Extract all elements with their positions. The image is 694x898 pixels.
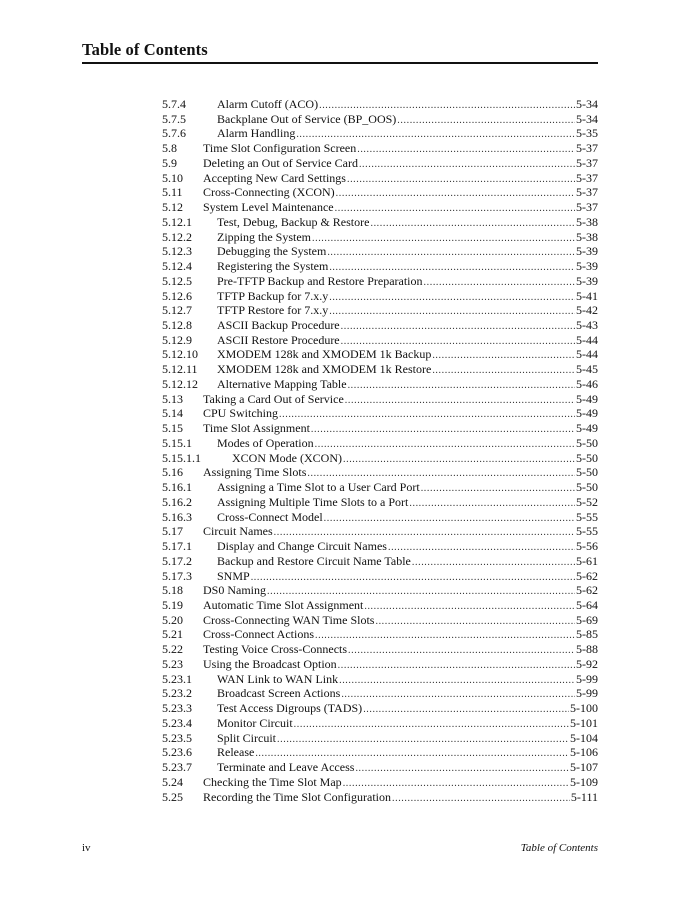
toc-entry-page: 5-92	[576, 656, 598, 671]
toc-entry[interactable]	[162, 406, 598, 421]
toc-entry-title: Modes of Operation	[217, 435, 314, 450]
toc-entry[interactable]	[162, 524, 598, 539]
toc-entry-title: Time Slot Assignment	[203, 421, 310, 436]
footer-page-number: iv	[82, 842, 91, 854]
toc-entry[interactable]	[162, 318, 598, 333]
toc-entry[interactable]	[162, 156, 598, 171]
toc-entry-page: 5-50	[576, 480, 598, 495]
toc-entry-page: 5-88	[576, 642, 598, 657]
toc-entry-number: 5.10	[162, 170, 183, 185]
toc-entry-number: 5.22	[162, 642, 183, 657]
toc-entry-title: XMODEM 128k and XMODEM 1k Restore	[217, 362, 432, 377]
toc-entry-title: Time Slot Configuration Screen	[203, 141, 357, 156]
toc-entry-title: WAN Link to WAN Link	[217, 671, 339, 686]
toc-entry-title: Broadcast Screen Actions	[217, 686, 341, 701]
toc-entry-number: 5.23.7	[162, 760, 192, 775]
toc-entry-number: 5.8	[162, 141, 177, 156]
toc-entry-title: Circuit Names	[203, 524, 273, 539]
toc-entry-page: 5-49	[576, 406, 598, 421]
toc-entry[interactable]	[162, 171, 598, 186]
toc-entry-number: 5.23.1	[162, 671, 192, 686]
toc-entry-number: 5.17	[162, 524, 183, 539]
toc-entry-title: XMODEM 128k and XMODEM 1k Backup	[217, 347, 432, 362]
toc-entry-page: 5-39	[576, 273, 598, 288]
toc-entry-number: 5.13	[162, 391, 183, 406]
toc-entry[interactable]	[162, 613, 598, 628]
toc-entry-number: 5.12.5	[162, 273, 192, 288]
page-header	[82, 40, 598, 62]
toc-entry[interactable]	[162, 716, 598, 731]
toc-entry[interactable]	[162, 421, 598, 436]
toc-entry-page: 5-38	[576, 214, 598, 229]
toc-entry-number: 5.17.1	[162, 539, 192, 554]
toc-entry-page: 5-52	[576, 494, 598, 509]
toc-entry-number: 5.23.6	[162, 745, 192, 760]
toc-entry-title: Backplane Out of Service (BP_OOS)	[217, 111, 397, 126]
toc-entry-title: Cross-Connect Actions	[203, 627, 314, 642]
toc-entry-page: 5-109	[570, 774, 598, 789]
toc-entry-title: Assigning a Time Slot to a User Card Port	[217, 480, 420, 495]
toc-entry-title: ASCII Restore Procedure	[217, 332, 340, 347]
toc-entry-title: CPU Switching	[203, 406, 279, 421]
toc-entry-page: 5-85	[576, 627, 598, 642]
toc-entry-page: 5-50	[576, 465, 598, 480]
toc-entry-page: 5-44	[576, 347, 598, 362]
toc-entry[interactable]	[162, 392, 598, 407]
toc-entry[interactable]	[162, 701, 598, 716]
toc-entry-number: 5.21	[162, 627, 183, 642]
toc-entry-number: 5.14	[162, 406, 183, 421]
toc-entry-page: 5-107	[570, 760, 598, 775]
toc-entry[interactable]	[162, 436, 598, 451]
toc-entry[interactable]	[162, 112, 598, 127]
toc-entry-title: Zipping the System	[217, 229, 311, 244]
toc-entry[interactable]	[162, 775, 598, 790]
toc-entry-title: Monitor Circuit	[217, 715, 293, 730]
toc-entry-title: SNMP	[217, 568, 250, 583]
toc-entry-number: 5.12.6	[162, 288, 192, 303]
toc-entry-title: Alternative Mapping Table	[217, 376, 347, 391]
toc-entry-title: Test, Debug, Backup & Restore	[217, 214, 370, 229]
toc-entry[interactable]	[162, 333, 598, 348]
toc-entry-title: Recording the Time Slot Configuration	[203, 789, 391, 804]
toc-entry-title: XCON Mode (XCON)	[232, 450, 342, 465]
toc-entry[interactable]	[162, 672, 598, 687]
toc-entry-number: 5.15.1	[162, 435, 192, 450]
toc-entry-page: 5-69	[576, 612, 598, 627]
toc-entry[interactable]	[162, 790, 598, 805]
toc-entry[interactable]	[162, 289, 598, 304]
toc-entry[interactable]	[162, 569, 598, 584]
toc-entry[interactable]	[162, 642, 598, 657]
toc-entry[interactable]	[162, 97, 598, 112]
toc-entry[interactable]	[162, 230, 598, 245]
toc-entry[interactable]	[162, 185, 598, 200]
toc-entry-page: 5-38	[576, 229, 598, 244]
toc-entry-number: 5.19	[162, 597, 183, 612]
toc-entry-title: TFTP Backup for 7.x.y	[217, 288, 329, 303]
toc-entry-page: 5-34	[576, 111, 598, 126]
header-divider	[82, 62, 598, 64]
toc-entry-number: 5.23.4	[162, 715, 192, 730]
toc-entry-number: 5.7.6	[162, 126, 186, 141]
toc-list	[162, 97, 598, 804]
toc-entry-page: 5-50	[576, 435, 598, 450]
toc-entry[interactable]	[162, 274, 598, 289]
toc-entry-number: 5.12.12	[162, 376, 198, 391]
toc-entry-number: 5.17.2	[162, 553, 192, 568]
toc-entry-page: 5-111	[570, 789, 598, 804]
toc-entry-page: 5-104	[570, 730, 598, 745]
toc-entry-page: 5-99	[576, 671, 598, 686]
toc-entry[interactable]	[162, 627, 598, 642]
toc-entry-title: Accepting New Card Settings	[203, 170, 346, 185]
toc-entry[interactable]	[162, 259, 598, 274]
toc-entry[interactable]	[162, 480, 598, 495]
toc-entry-page: 5-62	[576, 568, 598, 583]
toc-entry[interactable]	[162, 215, 598, 230]
toc-entry[interactable]	[162, 347, 598, 362]
toc-entry-page: 5-43	[576, 318, 598, 333]
toc-entry-title: TFTP Restore for 7.x.y	[217, 303, 329, 318]
toc-entry-number: 5.7.5	[162, 111, 186, 126]
toc-entry-page: 5-35	[576, 126, 598, 141]
toc-entry-number: 5.12	[162, 200, 183, 215]
toc-entry-number: 5.12.8	[162, 318, 192, 333]
toc-entry-title: Alarm Cutoff (ACO)	[217, 97, 319, 111]
toc-entry-page: 5-55	[576, 524, 598, 539]
toc-entry-page: 5-39	[576, 259, 598, 274]
toc-entry-page: 5-61	[576, 553, 598, 568]
toc-entry-number: 5.9	[162, 155, 177, 170]
toc-entry-number: 5.23.5	[162, 730, 192, 745]
toc-entry-page: 5-62	[576, 583, 598, 598]
toc-entry-number: 5.15.1.1	[162, 450, 201, 465]
toc-entry[interactable]	[162, 495, 598, 510]
toc-entry-page: 5-39	[576, 244, 598, 259]
toc-entry-page: 5-56	[576, 539, 598, 554]
toc-entry[interactable]	[162, 686, 598, 701]
toc-entry-title: Cross-Connecting WAN Time Slots	[203, 612, 375, 627]
toc-entry-page: 5-49	[576, 421, 598, 436]
toc-entry[interactable]	[162, 141, 598, 156]
toc-entry-title: Terminate and Leave Access	[217, 760, 355, 775]
toc-entry-title: Registering the System	[217, 259, 329, 274]
toc-entry-number: 5.11	[162, 185, 183, 200]
toc-entry-number: 5.23	[162, 656, 183, 671]
toc-entry-number: 5.12.1	[162, 214, 192, 229]
toc-entry[interactable]	[162, 126, 598, 141]
toc-entry[interactable]	[162, 303, 598, 318]
toc-entry-page: 5-37	[576, 141, 598, 156]
footer-section-title: Table of Contents	[520, 842, 598, 854]
toc-entry-number: 5.12.4	[162, 259, 192, 274]
toc-entry[interactable]	[162, 362, 598, 377]
toc-entry-title: Pre-TFTP Backup and Restore Preparation	[217, 273, 423, 288]
toc-entry-number: 5.17.3	[162, 568, 192, 583]
toc-entry-page: 5-42	[576, 303, 598, 318]
toc-entry-title: System Level Maintenance	[203, 200, 334, 215]
toc-entry-title: Alarm Handling	[217, 126, 296, 141]
toc-entry-title: Using the Broadcast Option	[203, 656, 337, 671]
toc-entry[interactable]	[162, 657, 598, 672]
toc-entry-number: 5.12.2	[162, 229, 192, 244]
toc-entry-title: Deleting an Out of Service Card	[203, 155, 358, 170]
toc-entry-page: 5-49	[576, 391, 598, 406]
toc-entry-number: 5.12.7	[162, 303, 192, 318]
toc-entry-title: Assigning Multiple Time Slots to a Port	[217, 494, 409, 509]
toc-entry-number: 5.16	[162, 465, 183, 480]
toc-entry[interactable]	[162, 598, 598, 613]
toc-entry-number: 5.12.10	[162, 347, 198, 362]
toc-entry[interactable]	[162, 465, 598, 480]
toc-entry-page: 5-106	[570, 745, 598, 760]
toc-entry-number: 5.12.9	[162, 332, 192, 347]
toc-entry-number: 5.12.11	[162, 362, 198, 377]
toc-entry[interactable]	[162, 745, 598, 760]
toc-entry-page: 5-46	[576, 376, 598, 391]
toc-entry-title: Testing Voice Cross-Connects	[203, 642, 348, 657]
toc-entry-page: 5-45	[576, 362, 598, 377]
toc-entry-page: 5-37	[576, 200, 598, 215]
toc-entry-page: 5-100	[570, 701, 598, 716]
toc-entry-page: 5-64	[576, 597, 598, 612]
toc-entry-title: Taking a Card Out of Service	[203, 391, 344, 406]
page-footer	[82, 841, 598, 855]
toc-entry-number: 5.20	[162, 612, 183, 627]
toc-dot-leader	[392, 792, 570, 807]
toc-entry-title: Cross-Connecting (XCON)	[203, 185, 335, 200]
toc-entry-number: 5.18	[162, 583, 183, 598]
toc-entry[interactable]	[162, 451, 598, 466]
toc-entry-page: 5-37	[576, 185, 598, 200]
toc-entry-title: DS0 Naming	[203, 583, 266, 598]
toc-entry-title: Checking the Time Slot Map	[203, 774, 342, 789]
toc-entry-page: 5-44	[576, 332, 598, 347]
toc-entry-page: 5-55	[576, 509, 598, 524]
toc-entry-number: 5.24	[162, 774, 183, 789]
toc-entry-title: Test Access Digroups (TADS)	[217, 701, 363, 716]
page-title: Table of Contents	[82, 40, 208, 59]
toc-entry-title: Release	[217, 745, 255, 760]
toc-entry-page: 5-37	[576, 170, 598, 185]
toc-entry[interactable]	[162, 244, 598, 259]
toc-entry-number: 5.23.2	[162, 686, 192, 701]
toc-entry-number: 5.12.3	[162, 244, 192, 259]
toc-entry-number: 5.23.3	[162, 701, 192, 716]
toc-entry-page: 5-50	[576, 450, 598, 465]
toc-entry-page: 5-41	[576, 288, 598, 303]
toc-entry-title: Backup and Restore Circuit Name Table	[217, 553, 411, 568]
toc-entry-number: 5.15	[162, 421, 183, 436]
toc-entry-title: Debugging the System	[217, 244, 327, 259]
toc-entry[interactable]	[162, 760, 598, 775]
toc-entry-title: Cross-Connect Model	[217, 509, 323, 524]
toc-entry-number: 5.16.2	[162, 494, 192, 509]
toc-entry[interactable]	[162, 731, 598, 746]
toc-entry-number: 5.7.4	[162, 97, 186, 111]
toc-entry-page: 5-99	[576, 686, 598, 701]
toc-entry-page: 5-101	[570, 715, 598, 730]
toc-entry[interactable]	[162, 377, 598, 392]
toc-entry-number: 5.25	[162, 789, 183, 804]
toc-entry-number: 5.16.1	[162, 480, 192, 495]
toc-entry[interactable]	[162, 510, 598, 525]
toc-entry[interactable]	[162, 539, 598, 554]
toc-entry-title: Automatic Time Slot Assignment	[203, 597, 364, 612]
toc-entry-page: 5-34	[576, 97, 598, 111]
toc-entry-title: Display and Change Circuit Names	[217, 539, 387, 554]
toc-entry-title: Assigning Time Slots	[203, 465, 307, 480]
toc-entry[interactable]	[162, 583, 598, 598]
toc-entry-number: 5.16.3	[162, 509, 192, 524]
toc-entry-page: 5-37	[576, 155, 598, 170]
toc-entry-title: ASCII Backup Procedure	[217, 318, 340, 333]
toc-entry[interactable]	[162, 554, 598, 569]
toc-entry[interactable]	[162, 200, 598, 215]
toc-entry-title: Split Circuit	[217, 730, 277, 745]
